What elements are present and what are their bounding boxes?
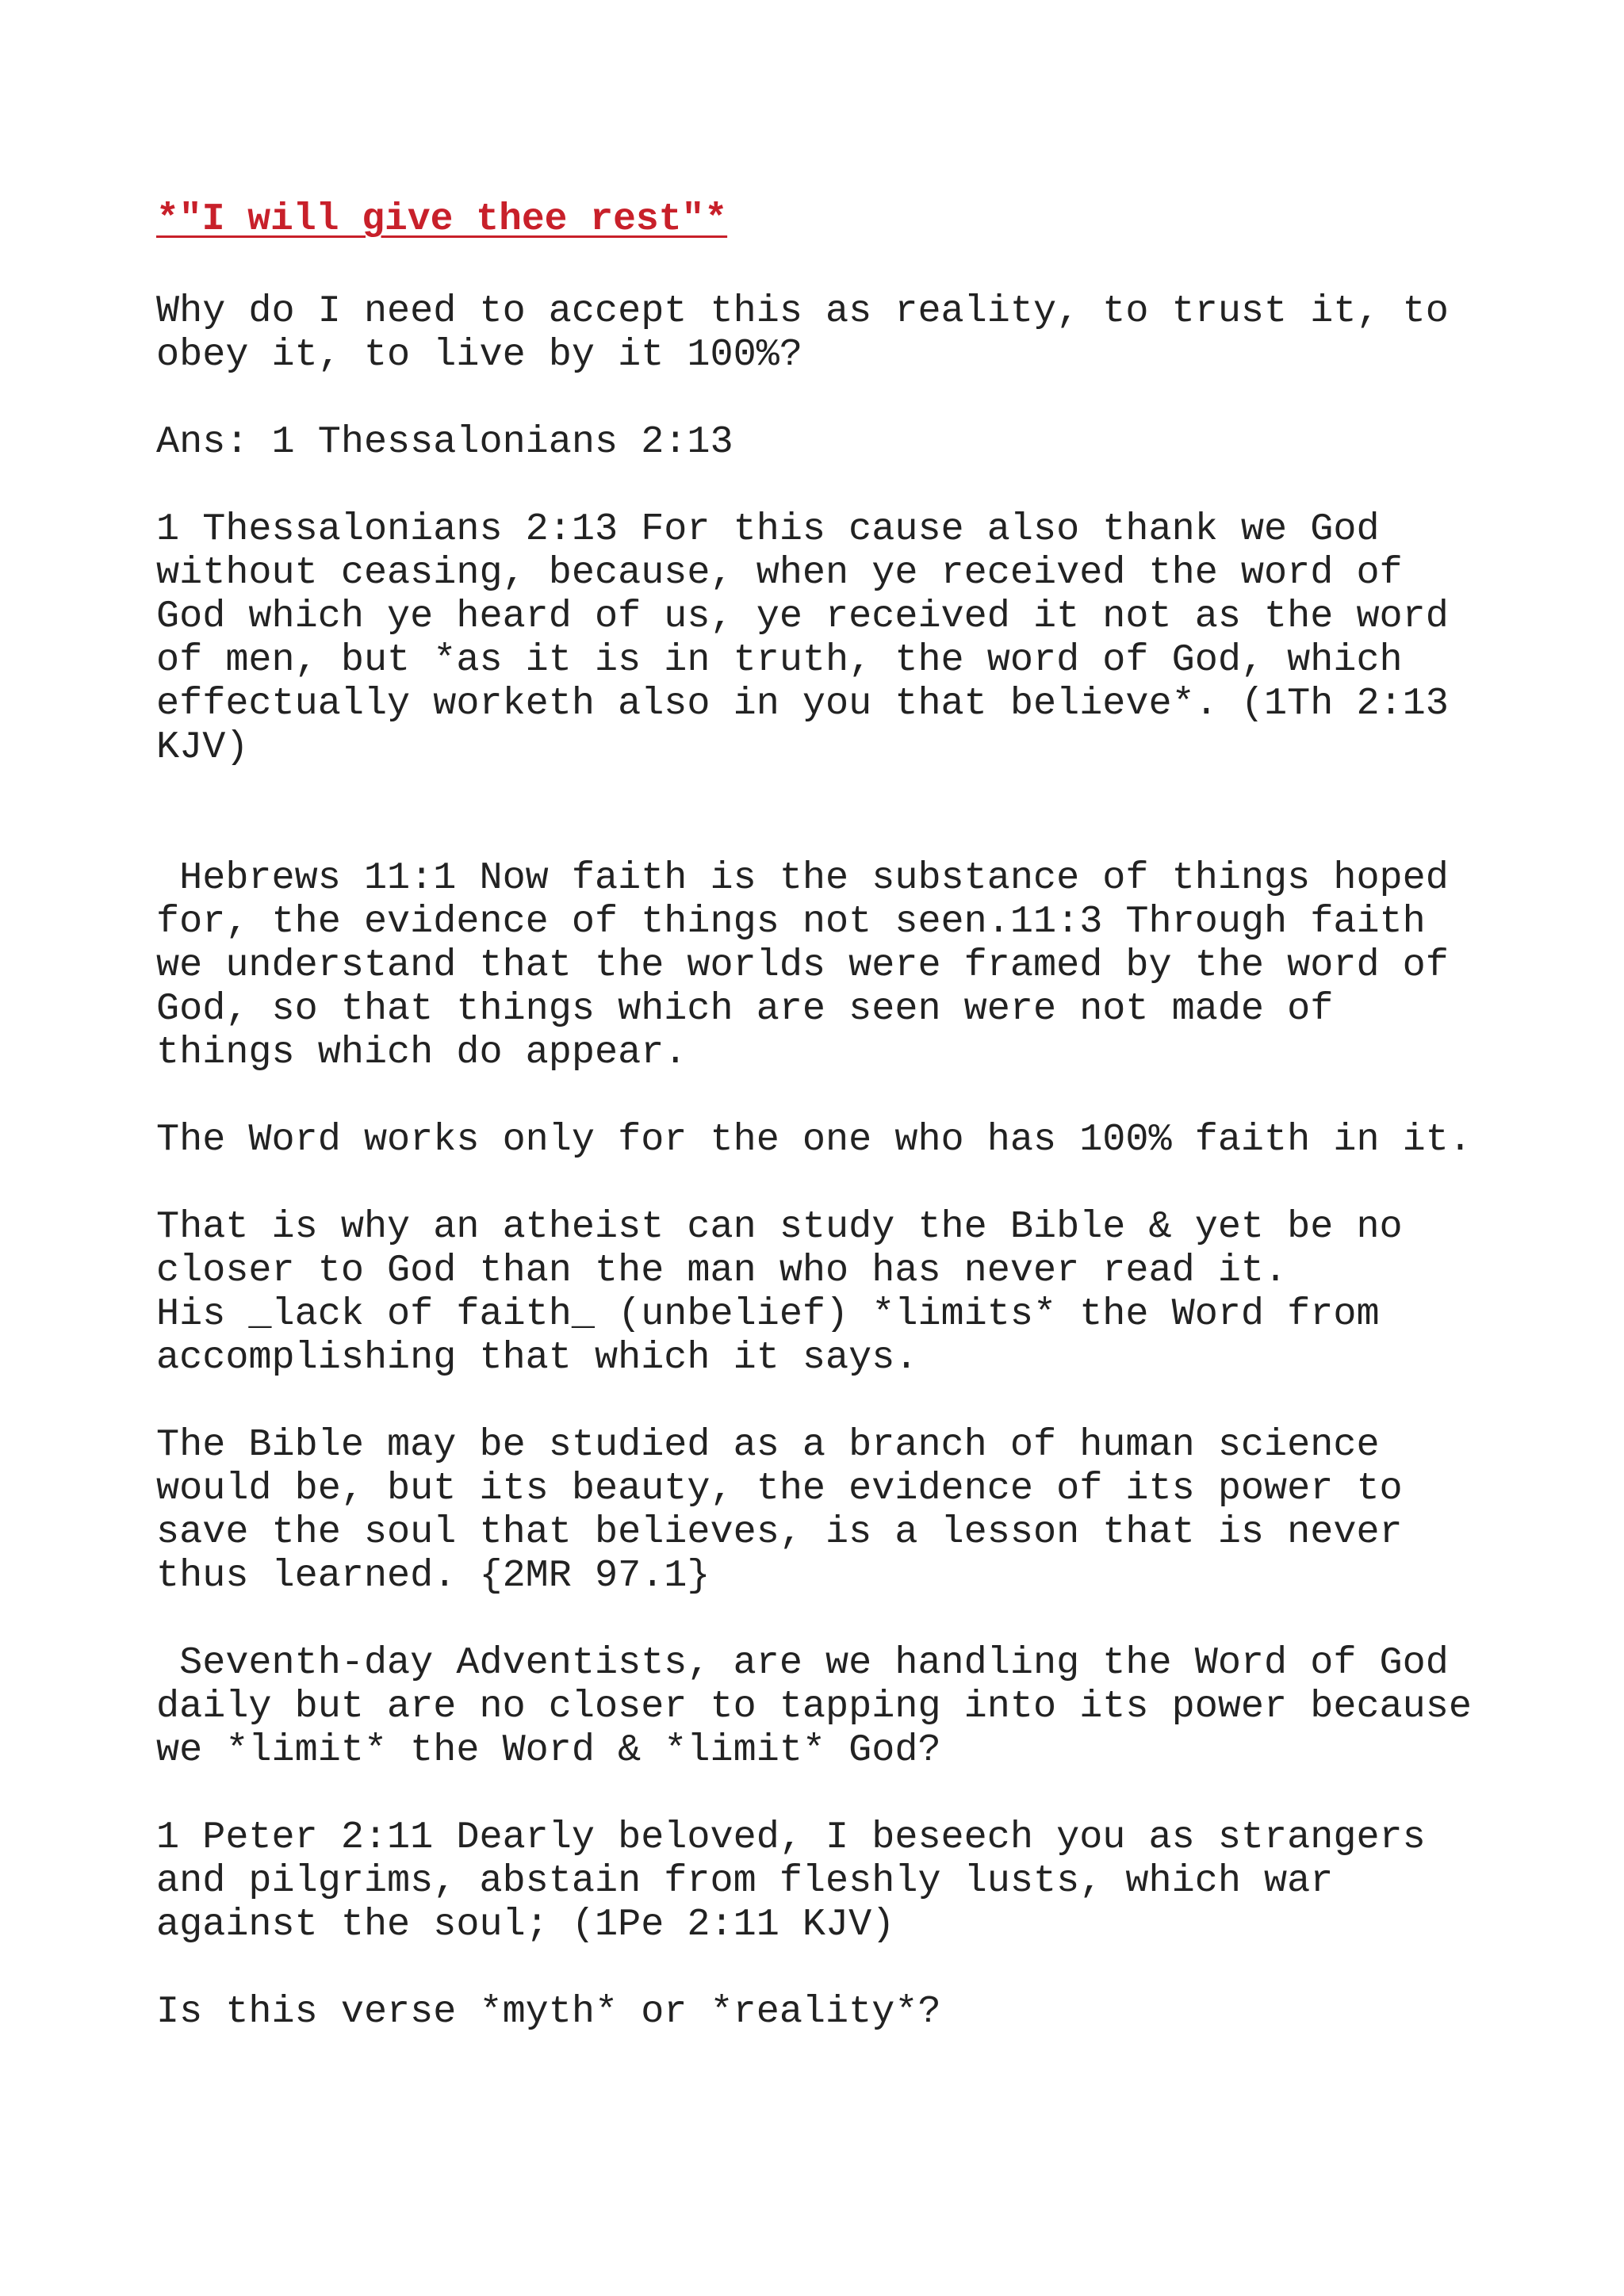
- text-line: Why do I need to accept this as reality, to trust it, to: [156, 289, 1449, 333]
- text-line: His _lack of faith_ (unbelief) *limits* the Word from: [156, 1292, 1380, 1336]
- text-line: without ceasing, because, when ye received the word of: [156, 551, 1403, 595]
- text-line: Ans: 1 Thessalonians 2:13: [156, 420, 733, 464]
- text-line: things which do appear.: [156, 1031, 688, 1074]
- text-line: effectually worketh also in you that believe*. (1Th 2:13: [156, 682, 1449, 725]
- text-line: That is why an atheist can study the Bible & yet be no: [156, 1205, 1403, 1249]
- text-line: Is this verse *myth* or *reality*?: [156, 1990, 941, 2034]
- text-line: closer to God than the man who has never read it.: [156, 1249, 1288, 1292]
- text-line: we *limit* the Word & *limit* God?: [156, 1728, 941, 1772]
- text-line: against the soul; (1Pe 2:11 KJV): [156, 1903, 895, 1946]
- text-line: accomplishing that which it says.: [156, 1336, 918, 1380]
- text-line: save the soul that believes, is a lesson that is never: [156, 1510, 1403, 1554]
- text-line: 1 Thessalonians 2:13 For this cause also thank we God: [156, 507, 1380, 551]
- text-line: we understand that the worlds were framed by the word of: [156, 943, 1449, 987]
- text-line: Hebrews 11:1 Now faith is the substance of things hoped: [156, 856, 1449, 900]
- text-line: Seventh-day Adventists, are we handling the Word of God: [156, 1641, 1449, 1685]
- text-line: 1 Peter 2:11 Dearly beloved, I beseech you as strangers: [156, 1816, 1426, 1859]
- page-title: *"I will give thee rest"*: [156, 198, 728, 241]
- paragraph-atheist: [156, 1205, 1403, 1380]
- paragraph-closing-question: [156, 1990, 941, 2034]
- paragraph-bible-studied: [156, 1423, 1403, 1598]
- paragraph-question: [156, 289, 1449, 377]
- text-line: thus learned. {2MR 97.1}: [156, 1554, 710, 1598]
- text-line: for, the evidence of things not seen.11:3 Through faith: [156, 900, 1426, 943]
- paragraph-answer: [156, 420, 733, 464]
- text-line: God, so that things which are seen were not made of: [156, 987, 1334, 1031]
- text-line: The Word works only for the one who has 100% faith in it.: [156, 1118, 1472, 1161]
- paragraph-peter-verse: [156, 1816, 1426, 1946]
- text-line: of men, but *as it is in truth, the word of God, which: [156, 638, 1403, 682]
- paragraph-adventists: [156, 1641, 1472, 1772]
- text-line: obey it, to live by it 100%?: [156, 333, 802, 377]
- text-line: KJV): [156, 725, 249, 769]
- text-line: The Bible may be studied as a branch of human science: [156, 1423, 1380, 1467]
- text-line: would be, but its beauty, the evidence of its power to: [156, 1467, 1403, 1510]
- paragraph-thessalonians-verse: [156, 507, 1449, 769]
- text-line: daily but are no closer to tapping into its power because: [156, 1685, 1472, 1728]
- paragraph-word-works: [156, 1118, 1472, 1161]
- text-line: God which ye heard of us, ye received it not as the word: [156, 595, 1449, 638]
- paragraph-hebrews-verse: [156, 856, 1449, 1074]
- text-line: and pilgrims, abstain from fleshly lusts, which war: [156, 1859, 1334, 1903]
